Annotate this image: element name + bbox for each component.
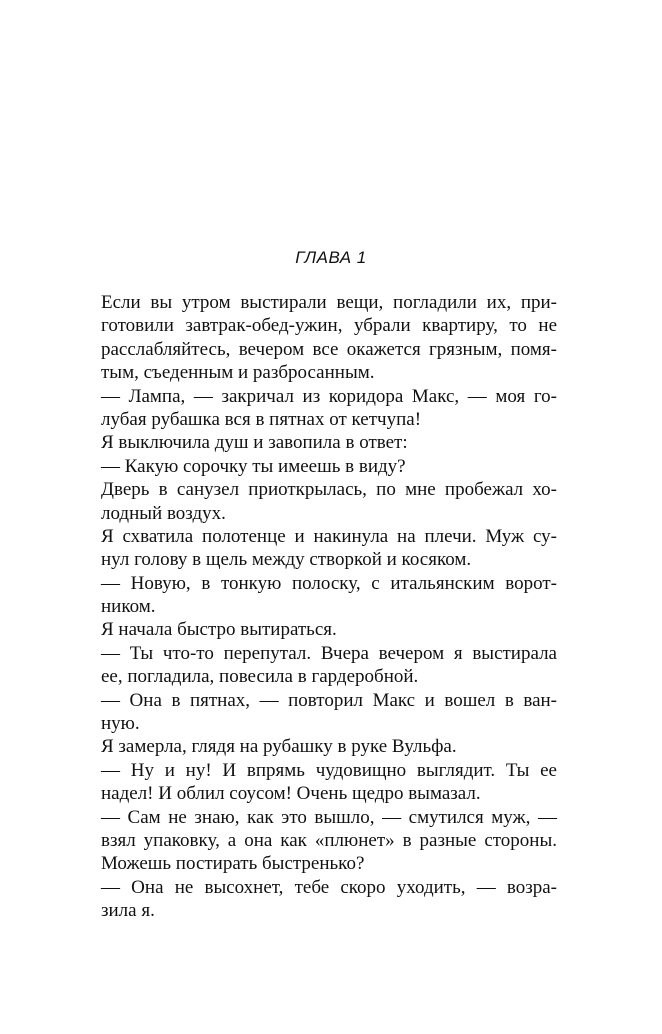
- text-line-26: — Она не высохнет, тебе скоро уходить, — возра-: [101, 876, 557, 898]
- text-line-2: готовили завтрак-обед-ужин, убрали квартиру, то не: [101, 315, 557, 337]
- chapter-title: ГЛАВА 1: [295, 248, 367, 267]
- text-line-22: надел! И облил соусом! Очень щедро вымазал.: [101, 783, 481, 805]
- text-line-23: — Сам не знаю, как это вышло, — смутился муж, —: [101, 806, 557, 828]
- body-text: [101, 291, 557, 923]
- text-line-24: взял упаковку, а она как «плюнет» в разные стороны.: [101, 829, 557, 851]
- text-line-4: тым, съеденным и разбросанным.: [101, 362, 375, 384]
- text-line-27: зила я.: [101, 900, 155, 922]
- text-line-16: — Ты что-то перепутал. Вчера вечером я выстирала: [101, 642, 557, 664]
- text-line-5: — Лампа, — закричал из коридора Макс, — моя го-: [101, 385, 557, 407]
- text-line-11: Я схватила полотенце и накинула на плечи. Муж су-: [101, 525, 557, 547]
- text-line-8: — Какую сорочку ты имеешь в виду?: [101, 455, 406, 477]
- text-line-13: — Новую, в тонкую полоску, с итальянским ворот-: [101, 572, 557, 594]
- text-line-9: Дверь в санузел приоткрылась, по мне пробежал хо-: [101, 479, 557, 501]
- text-line-3: расслабляйтесь, вечером все окажется грязным, помя-: [101, 338, 557, 360]
- text-line-6: лубая рубашка вся в пятнах от кетчупа!: [101, 408, 422, 430]
- text-line-1: Если вы утром выстирали вещи, погладили их, при-: [101, 292, 557, 313]
- text-line-10: лодный воздух.: [101, 502, 226, 524]
- text-line-15: Я начала быстро вытираться.: [101, 619, 337, 641]
- text-line-12: нул голову в щель между створкой и косяком.: [101, 549, 472, 571]
- text-line-20: Я замерла, глядя на рубашку в руке Вульфа.: [101, 736, 457, 758]
- text-line-18: — Она в пятнах, — повторил Макс и вошел в ван-: [101, 689, 557, 711]
- text-line-25: Можешь постирать быстренько?: [101, 853, 365, 875]
- text-line-17: ее, погладила, повесила в гардеробной.: [101, 666, 419, 688]
- text-line-21: — Ну и ну! И впрямь чудовищно выглядит. Ты ее: [101, 759, 557, 781]
- text-line-14: ником.: [101, 596, 156, 618]
- text-line-19: ную.: [101, 713, 140, 735]
- text-line-7: Я выключила душ и завопила в ответ:: [101, 432, 408, 454]
